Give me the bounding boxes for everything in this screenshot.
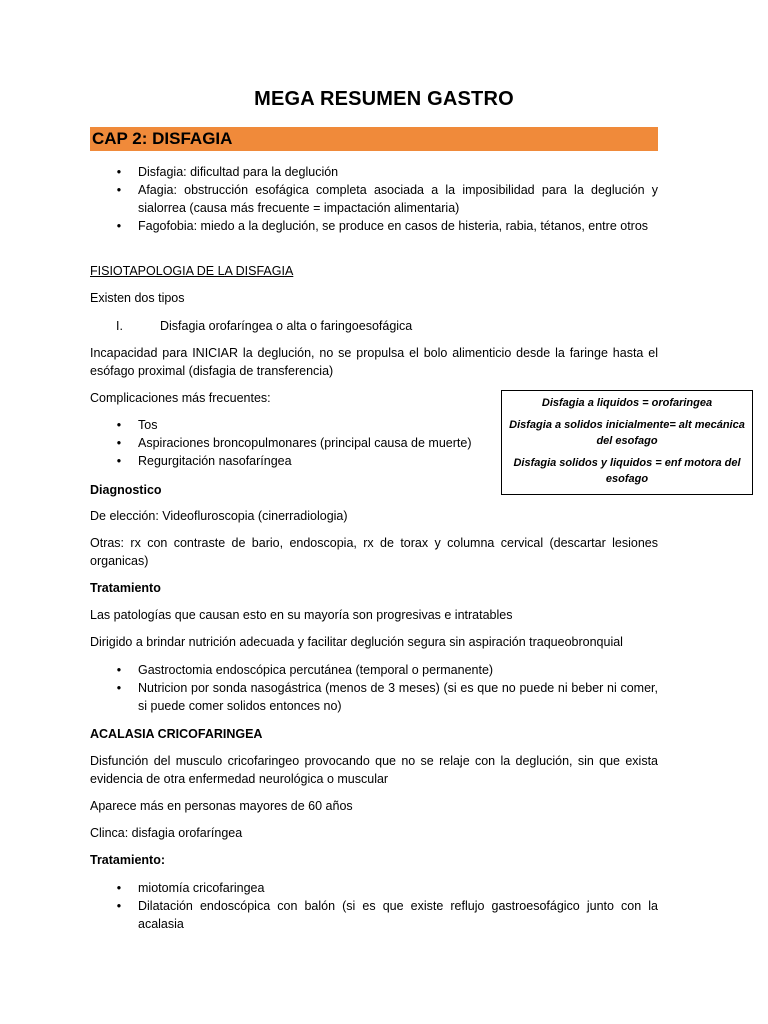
fisio-heading: FISIOTAPOLOGIA DE LA DISFAGIA bbox=[90, 264, 294, 278]
bullet-icon: • bbox=[116, 165, 122, 179]
eleccion-text: De elección: Videofluroscopia (cinerradiologia) bbox=[90, 509, 348, 523]
tipo-number: I. bbox=[116, 319, 123, 333]
bullet-icon: • bbox=[116, 663, 122, 677]
tratamiento2-list bbox=[90, 879, 658, 933]
list-item: • miotomía cricofaringea bbox=[90, 879, 658, 897]
bullet-icon: • bbox=[116, 418, 122, 432]
existen-text: Existen dos tipos bbox=[90, 291, 185, 305]
dirigido-text: Dirigido a brindar nutrición adecuada y facilitar deglución segura sin aspiración traqueobronquial bbox=[90, 635, 623, 649]
diagnostico-heading: Diagnostico bbox=[90, 483, 162, 497]
page-title: MEGA RESUMEN GASTRO bbox=[254, 88, 514, 110]
tipo-label: Disfagia orofaríngea o alta o faringoesofágica bbox=[160, 319, 413, 333]
box-line: Disfagia a solidos inicialmente= alt mecánica del esofago bbox=[509, 419, 745, 447]
list-item: • Nutricion por sonda nasogástrica (menos de 3 meses) (si es que no puede ni beber ni comer, si puede comer solidos entonces no) bbox=[90, 679, 658, 715]
patologias-text: Las patologías que causan esto en su mayoría son progresivas e intratables bbox=[90, 608, 513, 622]
clinica-text: Clinca: disfagia orofaríngea bbox=[90, 826, 243, 840]
box-line: Disfagia a liquidos = orofaringea bbox=[541, 397, 713, 409]
chapter-title: CAP 2: DISFAGIA bbox=[92, 129, 233, 148]
complicaciones-list bbox=[90, 416, 490, 470]
list-item: • Gastroctomia endoscópica percutánea (temporal o permanente) bbox=[90, 661, 658, 679]
list-item: • Disfagia: dificultad para la deglución bbox=[90, 163, 658, 181]
bullet-icon: • bbox=[116, 681, 122, 695]
bullet-icon: • bbox=[116, 183, 122, 197]
bullet-icon: • bbox=[116, 454, 122, 468]
list-item: • Fagofobia: miedo a la deglución, se produce en casos de histeria, rabia, tétanos, entre otros bbox=[90, 217, 658, 235]
bullet-icon: • bbox=[116, 881, 122, 895]
bullet-icon: • bbox=[116, 219, 122, 233]
list-item: • Afagia: obstrucción esofágica completa asociada a la imposibilidad para la deglución y sialorrea (causa más frecuente = impactación alimentaria) bbox=[90, 181, 658, 217]
definitions-list bbox=[90, 163, 658, 235]
aparece-text: Aparece más en personas mayores de 60 años bbox=[90, 799, 353, 813]
tratamiento-heading: Tratamiento bbox=[90, 581, 161, 595]
list-item: • Aspiraciones broncopulmonares (principal causa de muerte) bbox=[90, 434, 490, 452]
disfagia-summary-box bbox=[501, 390, 753, 495]
otras-text: Otras: rx con contraste de bario, endoscopia, rx de torax y columna cervical (descartar lesiones organicas) bbox=[90, 536, 658, 568]
bullet-icon: • bbox=[116, 436, 122, 450]
incapacidad-text: Incapacidad para INICIAR la deglución, no se propulsa el bolo alimenticio desde la faringe hasta el esófago proximal (disfagia de transferencia) bbox=[90, 346, 658, 378]
list-item: • Tos bbox=[90, 416, 490, 434]
list-item: • Regurgitación nasofaríngea bbox=[90, 452, 490, 470]
box-line: Disfagia solidos y liquidos = enf motora del esofago bbox=[513, 457, 741, 485]
tratamiento2-heading: Tratamiento: bbox=[90, 853, 166, 867]
disfuncion-text: Disfunción del musculo cricofaringeo provocando que no se relaje con la deglución, sin que exista evidencia de otra enfermedad neurológica o muscular bbox=[90, 754, 658, 786]
complicaciones-label: Complicaciones más frecuentes: bbox=[90, 391, 271, 405]
list-item: • Dilatación endoscópica con balón (si es que existe reflujo gastroesofágico junto con la acalasia bbox=[90, 897, 658, 933]
tratamiento-list bbox=[90, 661, 658, 715]
bullet-icon: • bbox=[116, 899, 122, 913]
acalasia-heading: ACALASIA CRICOFARINGEA bbox=[90, 727, 263, 741]
